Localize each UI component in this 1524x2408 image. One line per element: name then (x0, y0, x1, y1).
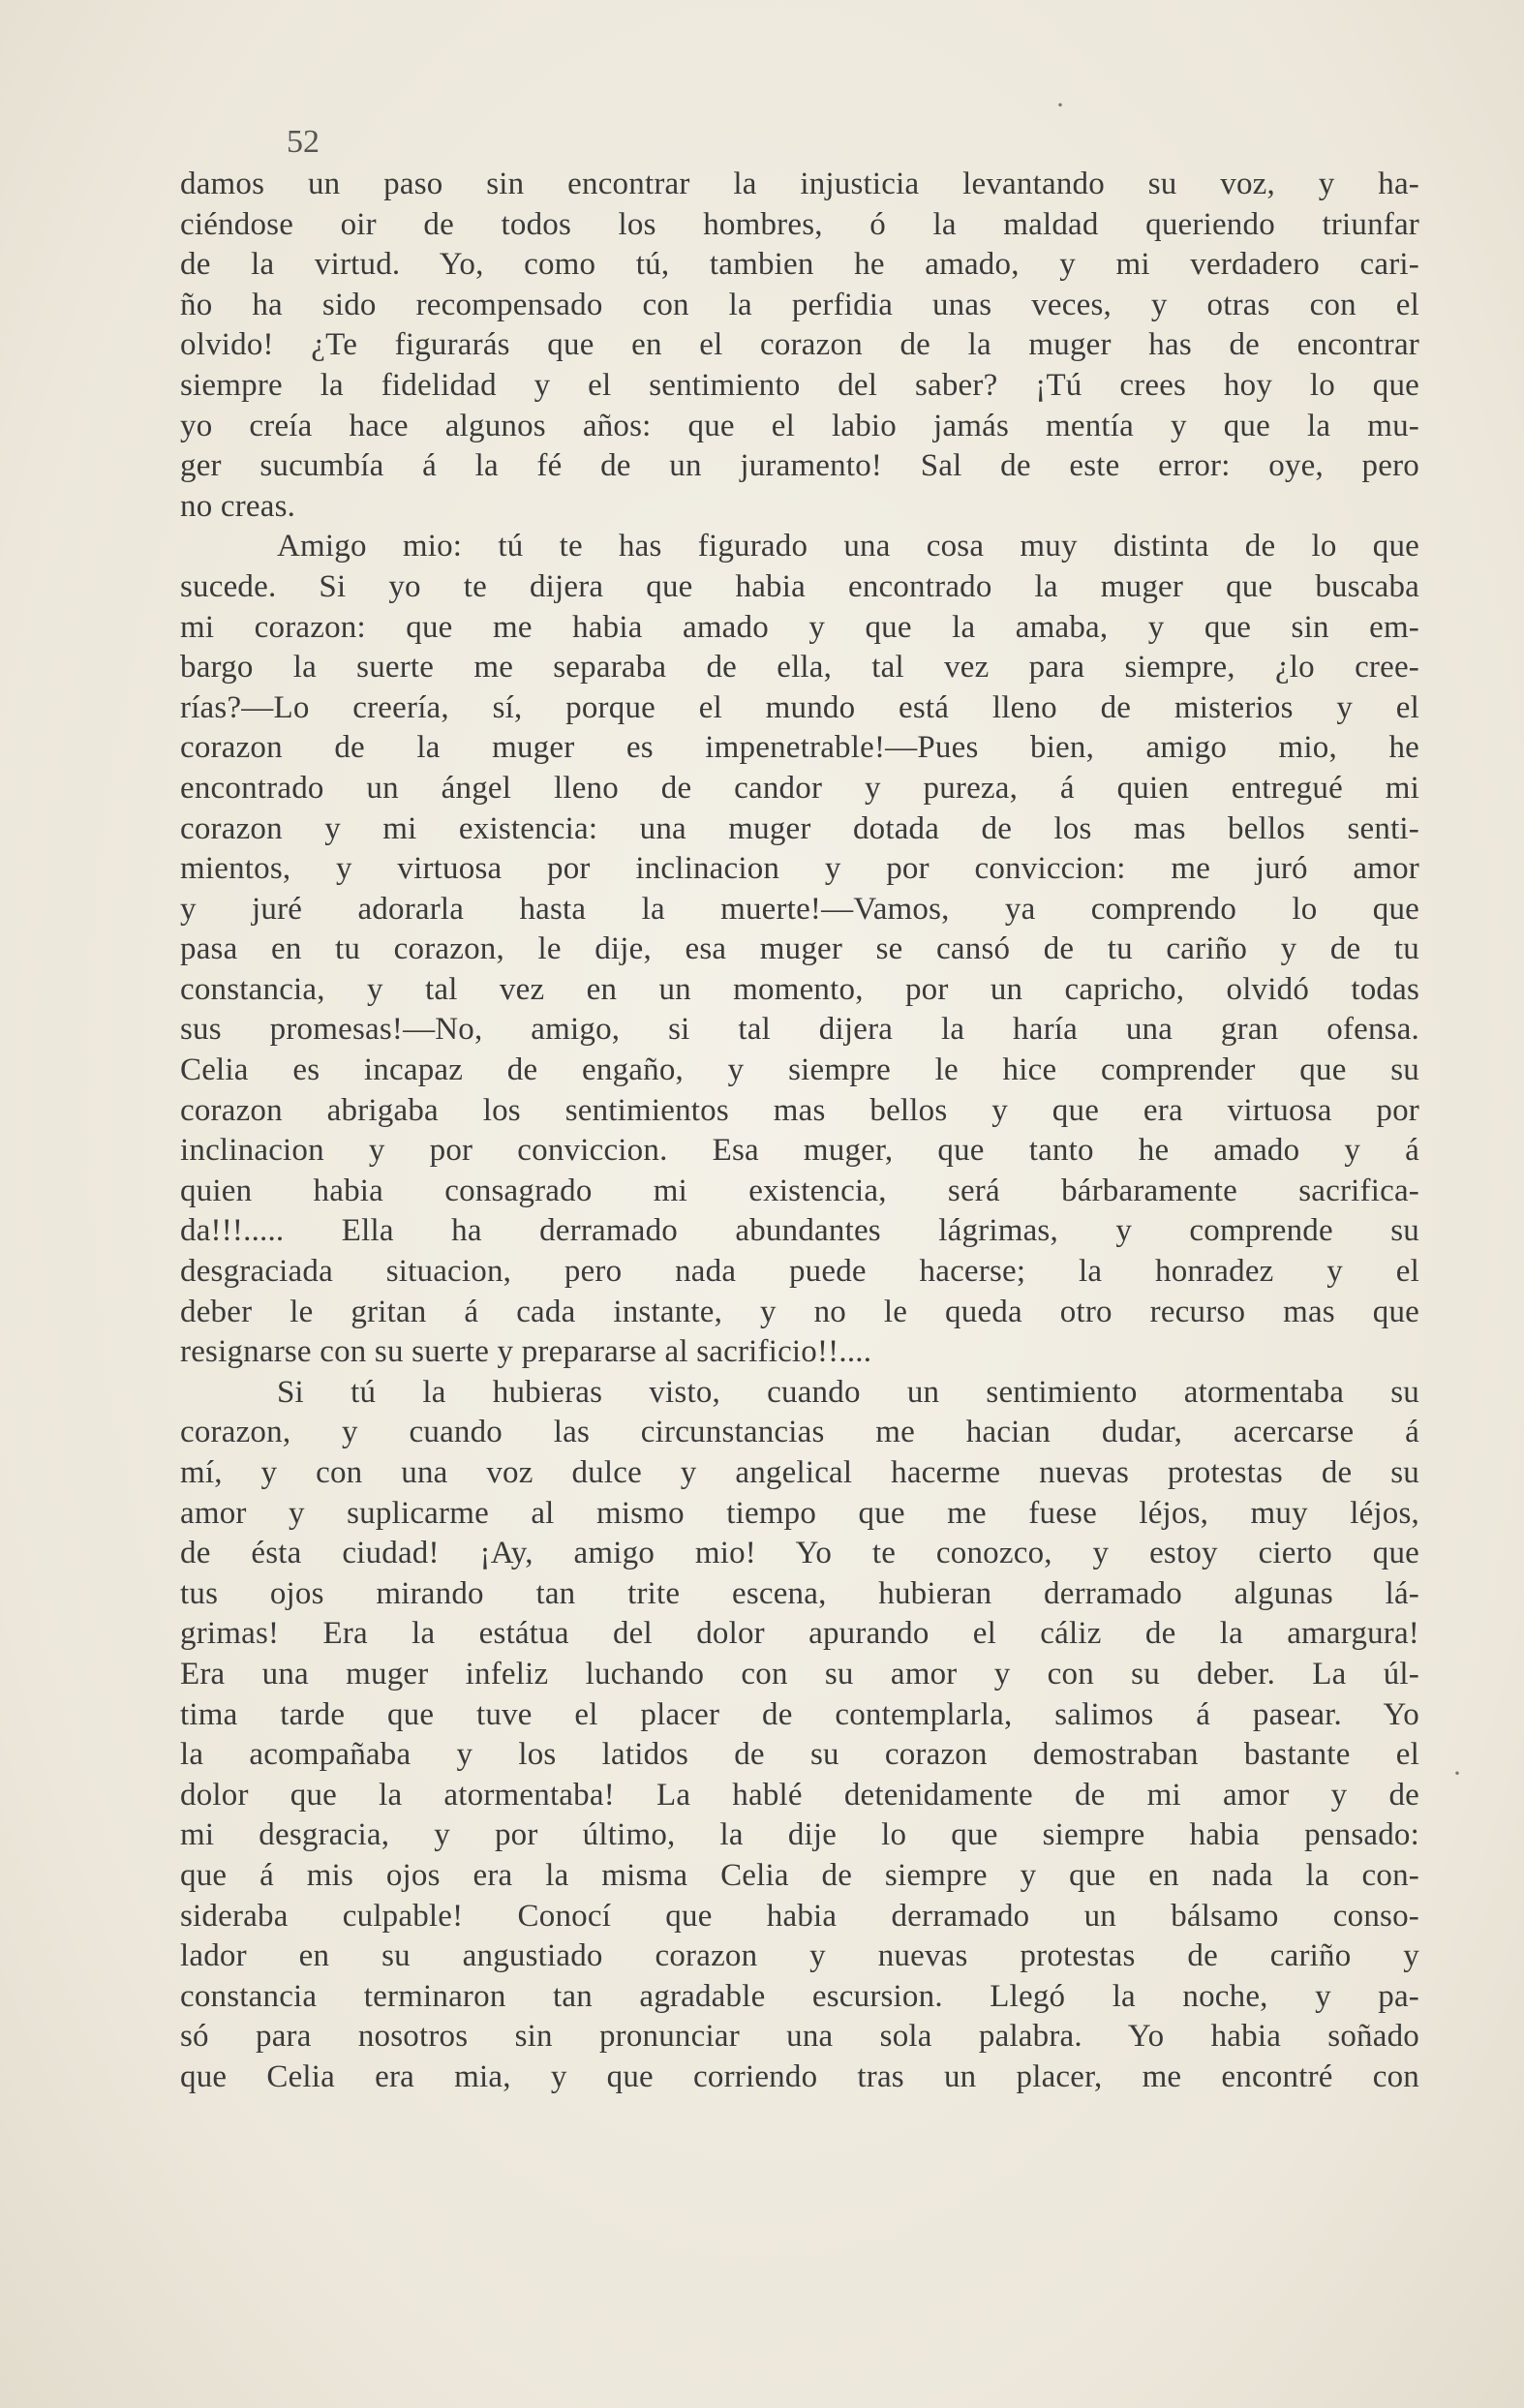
text-line: mí, y con una voz dulce y angelical hacerme nuevas protestas de su (180, 1455, 1419, 1490)
text-line: yo creía hace algunos años: que el labio jamás mentía y que la mu- (180, 408, 1419, 443)
text-line: corazon, y cuando las circunstancias me hacian dudar, acercarse á (180, 1415, 1419, 1450)
text-line: Si tú la hubieras visto, cuando un sentimiento atormentaba su (277, 1374, 1419, 1410)
text-line: deber le gritan á cada instante, y no le queda otro recurso mas que (180, 1294, 1419, 1329)
text-line: constancia terminaron tan agradable escursion. Llegó la noche, y pa- (180, 1978, 1419, 2014)
text-line: da!!!..... Ella ha derramado abundantes lágrimas, y comprende su (180, 1213, 1419, 1249)
paper-speck: · (1055, 89, 1065, 121)
text-line: tus ojos mirando tan trite escena, hubieran derramado algunas lá- (180, 1575, 1419, 1611)
text-line: grimas! Era la estátua del dolor apurando el cáliz de la amargura! (180, 1616, 1419, 1652)
text-line: resignarse con su suerte y prepararse al sacrificio!!.... (180, 1334, 872, 1370)
text-line: no creas. (180, 488, 296, 524)
text-line: inclinacion y por conviccion. Esa muger, que tanto he amado y á (180, 1133, 1419, 1169)
text-line: que á mis ojos era la misma Celia de siempre y que en nada la con- (180, 1857, 1419, 1893)
text-line: siempre la fidelidad y el sentimiento del saber? ¡Tú crees hoy lo que (180, 367, 1419, 403)
text-line: encontrado un ángel lleno de candor y pureza, á quien entregué mi (180, 770, 1419, 806)
text-line: bargo la suerte me separaba de ella, tal vez para siempre, ¿lo cree- (180, 650, 1419, 686)
text-line: Era una muger infeliz luchando con su amor y con su deber. La úl- (180, 1656, 1419, 1692)
body-text (180, 165, 1419, 2098)
page-number: 52 (287, 124, 320, 160)
text-line: corazon de la muger es impenetrable!—Pues bien, amigo mio, he (180, 730, 1419, 766)
text-line: la acompañaba y los latidos de su corazon demostraban bastante el (180, 1737, 1419, 1773)
paper-speck: · (1452, 1757, 1462, 1789)
text-line: ño ha sido recompensado con la perfidia unas veces, y otras con el (180, 287, 1419, 322)
text-line: Amigo mio: tú te has figurado una cosa muy distinta de lo que (277, 529, 1419, 564)
text-line: mi corazon: que me habia amado y que la amaba, y que sin em- (180, 609, 1419, 645)
text-line: sucede. Si yo te dijera que habia encontrado la muger que buscaba (180, 568, 1419, 604)
text-line: y juré adorarla hasta la muerte!—Vamos, ya comprendo lo que (180, 891, 1419, 927)
text-line: dolor que la atormentaba! La hablé detenidamente de mi amor y de (180, 1777, 1419, 1813)
text-line: ger sucumbía á la fé de un juramento! Sal de este error: oye, pero (180, 448, 1419, 484)
text-line: rías?—Lo creería, sí, porque el mundo está lleno de misterios y el (180, 689, 1419, 725)
text-line: constancia, y tal vez en un momento, por un capricho, olvidó todas (180, 971, 1419, 1007)
text-line: corazon y mi existencia: una muger dotada de los mas bellos senti- (180, 810, 1419, 846)
text-line: sus promesas!—No, amigo, si tal dijera la haría una gran ofensa. (180, 1012, 1419, 1048)
text-line: sideraba culpable! Conocí que habia derramado un bálsamo conso- (180, 1898, 1419, 1934)
text-line: ciéndose oir de todos los hombres, ó la maldad queriendo triunfar (180, 206, 1419, 242)
text-line: mientos, y virtuosa por inclinacion y por conviccion: me juró amor (180, 851, 1419, 887)
text-line: olvido! ¿Te figurarás que en el corazon de la muger has de encontrar (180, 327, 1419, 363)
text-line: mi desgracia, y por último, la dije lo que siempre habia pensado: (180, 1817, 1419, 1853)
text-line: amor y suplicarme al mismo tiempo que me fuese léjos, muy léjos, (180, 1495, 1419, 1531)
text-line: de ésta ciudad! ¡Ay, amigo mio! Yo te conozco, y estoy cierto que (180, 1536, 1419, 1571)
text-line: corazon abrigaba los sentimientos mas bellos y que era virtuosa por (180, 1092, 1419, 1128)
text-line: de la virtud. Yo, como tú, tambien he amado, y mi verdadero cari- (180, 247, 1419, 283)
text-line: pasa en tu corazon, le dije, esa muger se cansó de tu cariño y de tu (180, 931, 1419, 967)
text-line: que Celia era mia, y que corriendo tras un placer, me encontré con (180, 2058, 1419, 2094)
text-line: só para nosotros sin pronunciar una sola palabra. Yo habia soñado (180, 2019, 1419, 2055)
text-line: quien habia consagrado mi existencia, será bárbaramente sacrifica- (180, 1173, 1419, 1208)
text-line: lador en su angustiado corazon y nuevas protestas de cariño y (180, 1938, 1419, 1974)
text-line: damos un paso sin encontrar la injusticia levantando su voz, y ha- (180, 167, 1419, 201)
text-line: Celia es incapaz de engaño, y siempre le hice comprender que su (180, 1052, 1419, 1088)
text-line: tima tarde que tuve el placer de contemplarla, salimos á pasear. Yo (180, 1696, 1419, 1732)
text-line: desgraciada situacion, pero nada puede hacerse; la honradez y el (180, 1254, 1419, 1290)
